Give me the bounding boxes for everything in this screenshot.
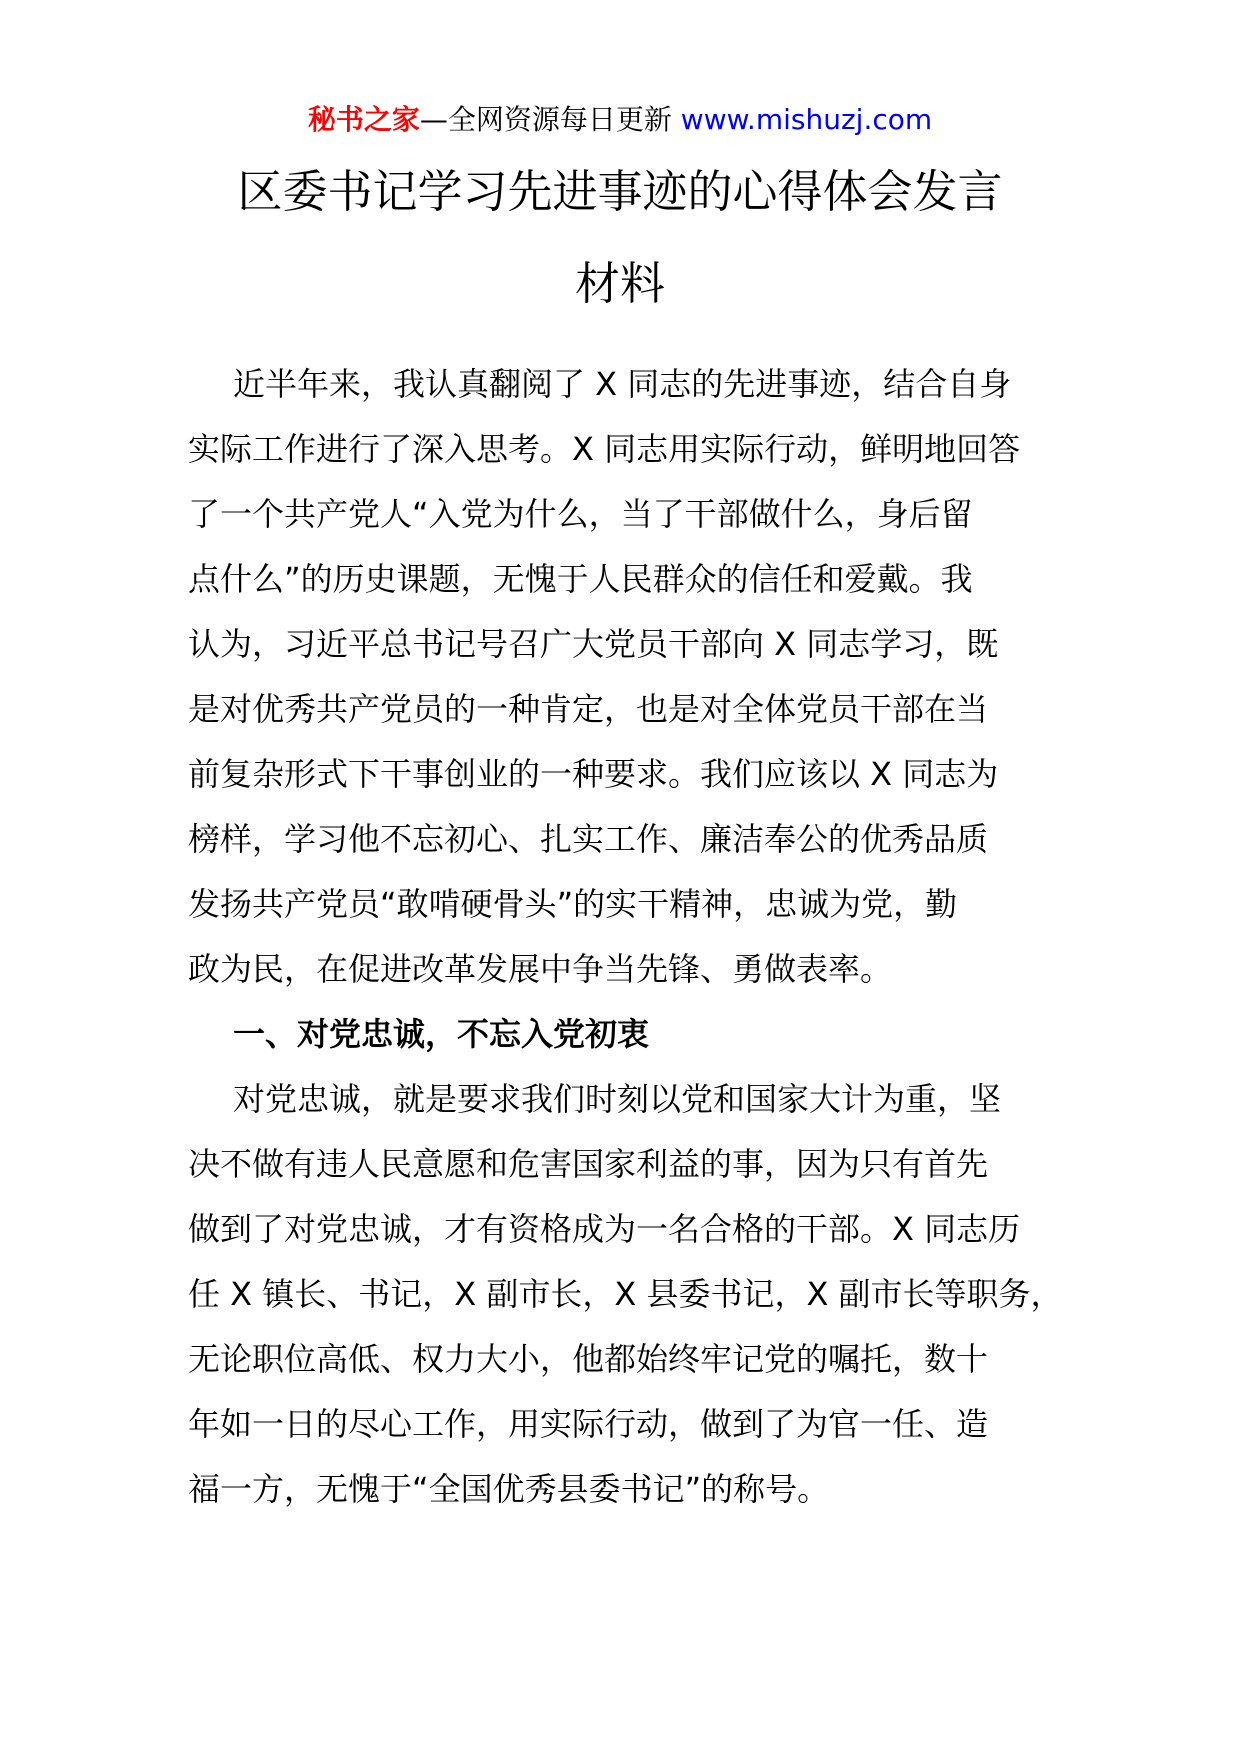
paragraph-1-line-4: 点什么”的历史课题，无愧于人民群众的信任和爱戴。我 xyxy=(188,560,973,598)
paragraph-2-line-3: 做到了对党忠诚，才有资格成为一名合格的干部。X 同志历 xyxy=(188,1210,1021,1248)
site-brand: 秘书之家 xyxy=(307,103,420,136)
paragraph-2-line-6: 年如一日的尽心工作，用实际行动，做到了为官一任、造 xyxy=(188,1405,989,1443)
paragraph-1-line-10: 政为民，在促进改革发展中争当先锋、勇做表率。 xyxy=(188,950,893,988)
site-header xyxy=(0,100,1240,140)
paragraph-1-line-8: 榜样，学习他不忘初心、扎实工作、廉洁奉公的优秀品质 xyxy=(188,820,989,858)
paragraph-1-line-3: 了一个共产党人“入党为什么，当了干部做什么，身后留 xyxy=(188,495,973,533)
paragraph-1-line-7: 前复杂形式下干事创业的一种要求。我们应该以 X 同志为 xyxy=(188,755,999,793)
paragraph-2-line-1: 对党忠诚，就是要求我们时刻以党和国家大计为重，坚 xyxy=(233,1080,1002,1118)
paragraph-1-line-2: 实际工作进行了深入思考。X 同志用实际行动，鲜明地回答 xyxy=(188,430,1021,468)
paragraph-1-line-1: 近半年来，我认真翻阅了 X 同志的先进事迹，结合自身 xyxy=(233,365,1012,403)
document-title-line-2: 材料 xyxy=(574,257,665,310)
site-url-link[interactable]: www.mishuzj.com xyxy=(680,103,933,136)
paragraph-2-line-2: 决不做有违人民意愿和危害国家利益的事，因为只有首先 xyxy=(188,1145,989,1183)
site-tagline: —全网资源每日更新 xyxy=(419,103,672,136)
paragraph-2-line-7: 福一方，无愧于“全国优秀县委书记”的称号。 xyxy=(188,1470,830,1508)
document-title-line-1: 区委书记学习先进事迹的心得体会发言 xyxy=(237,165,1003,218)
section-heading-1: 一、对党忠诚，不忘入党初衷 xyxy=(233,1015,650,1053)
paragraph-1-line-5: 认为，习近平总书记号召广大党员干部向 X 同志学习，既 xyxy=(188,625,999,663)
paragraph-2-line-5: 无论职位高低、权力大小，他都始终牢记党的嘱托，数十 xyxy=(188,1340,989,1378)
paragraph-1-line-9: 发扬共产党员“敢啃硬骨头”的实干精神，忠诚为党，勤 xyxy=(188,885,958,923)
paragraph-1-line-6: 是对优秀共产党员的一种肯定，也是对全体党员干部在当 xyxy=(188,690,989,728)
paragraph-2-line-4: 任 X 镇长、书记，X 副市长，X 县委书记，X 副市长等职务， xyxy=(188,1275,1063,1313)
document-body xyxy=(188,352,1068,1522)
